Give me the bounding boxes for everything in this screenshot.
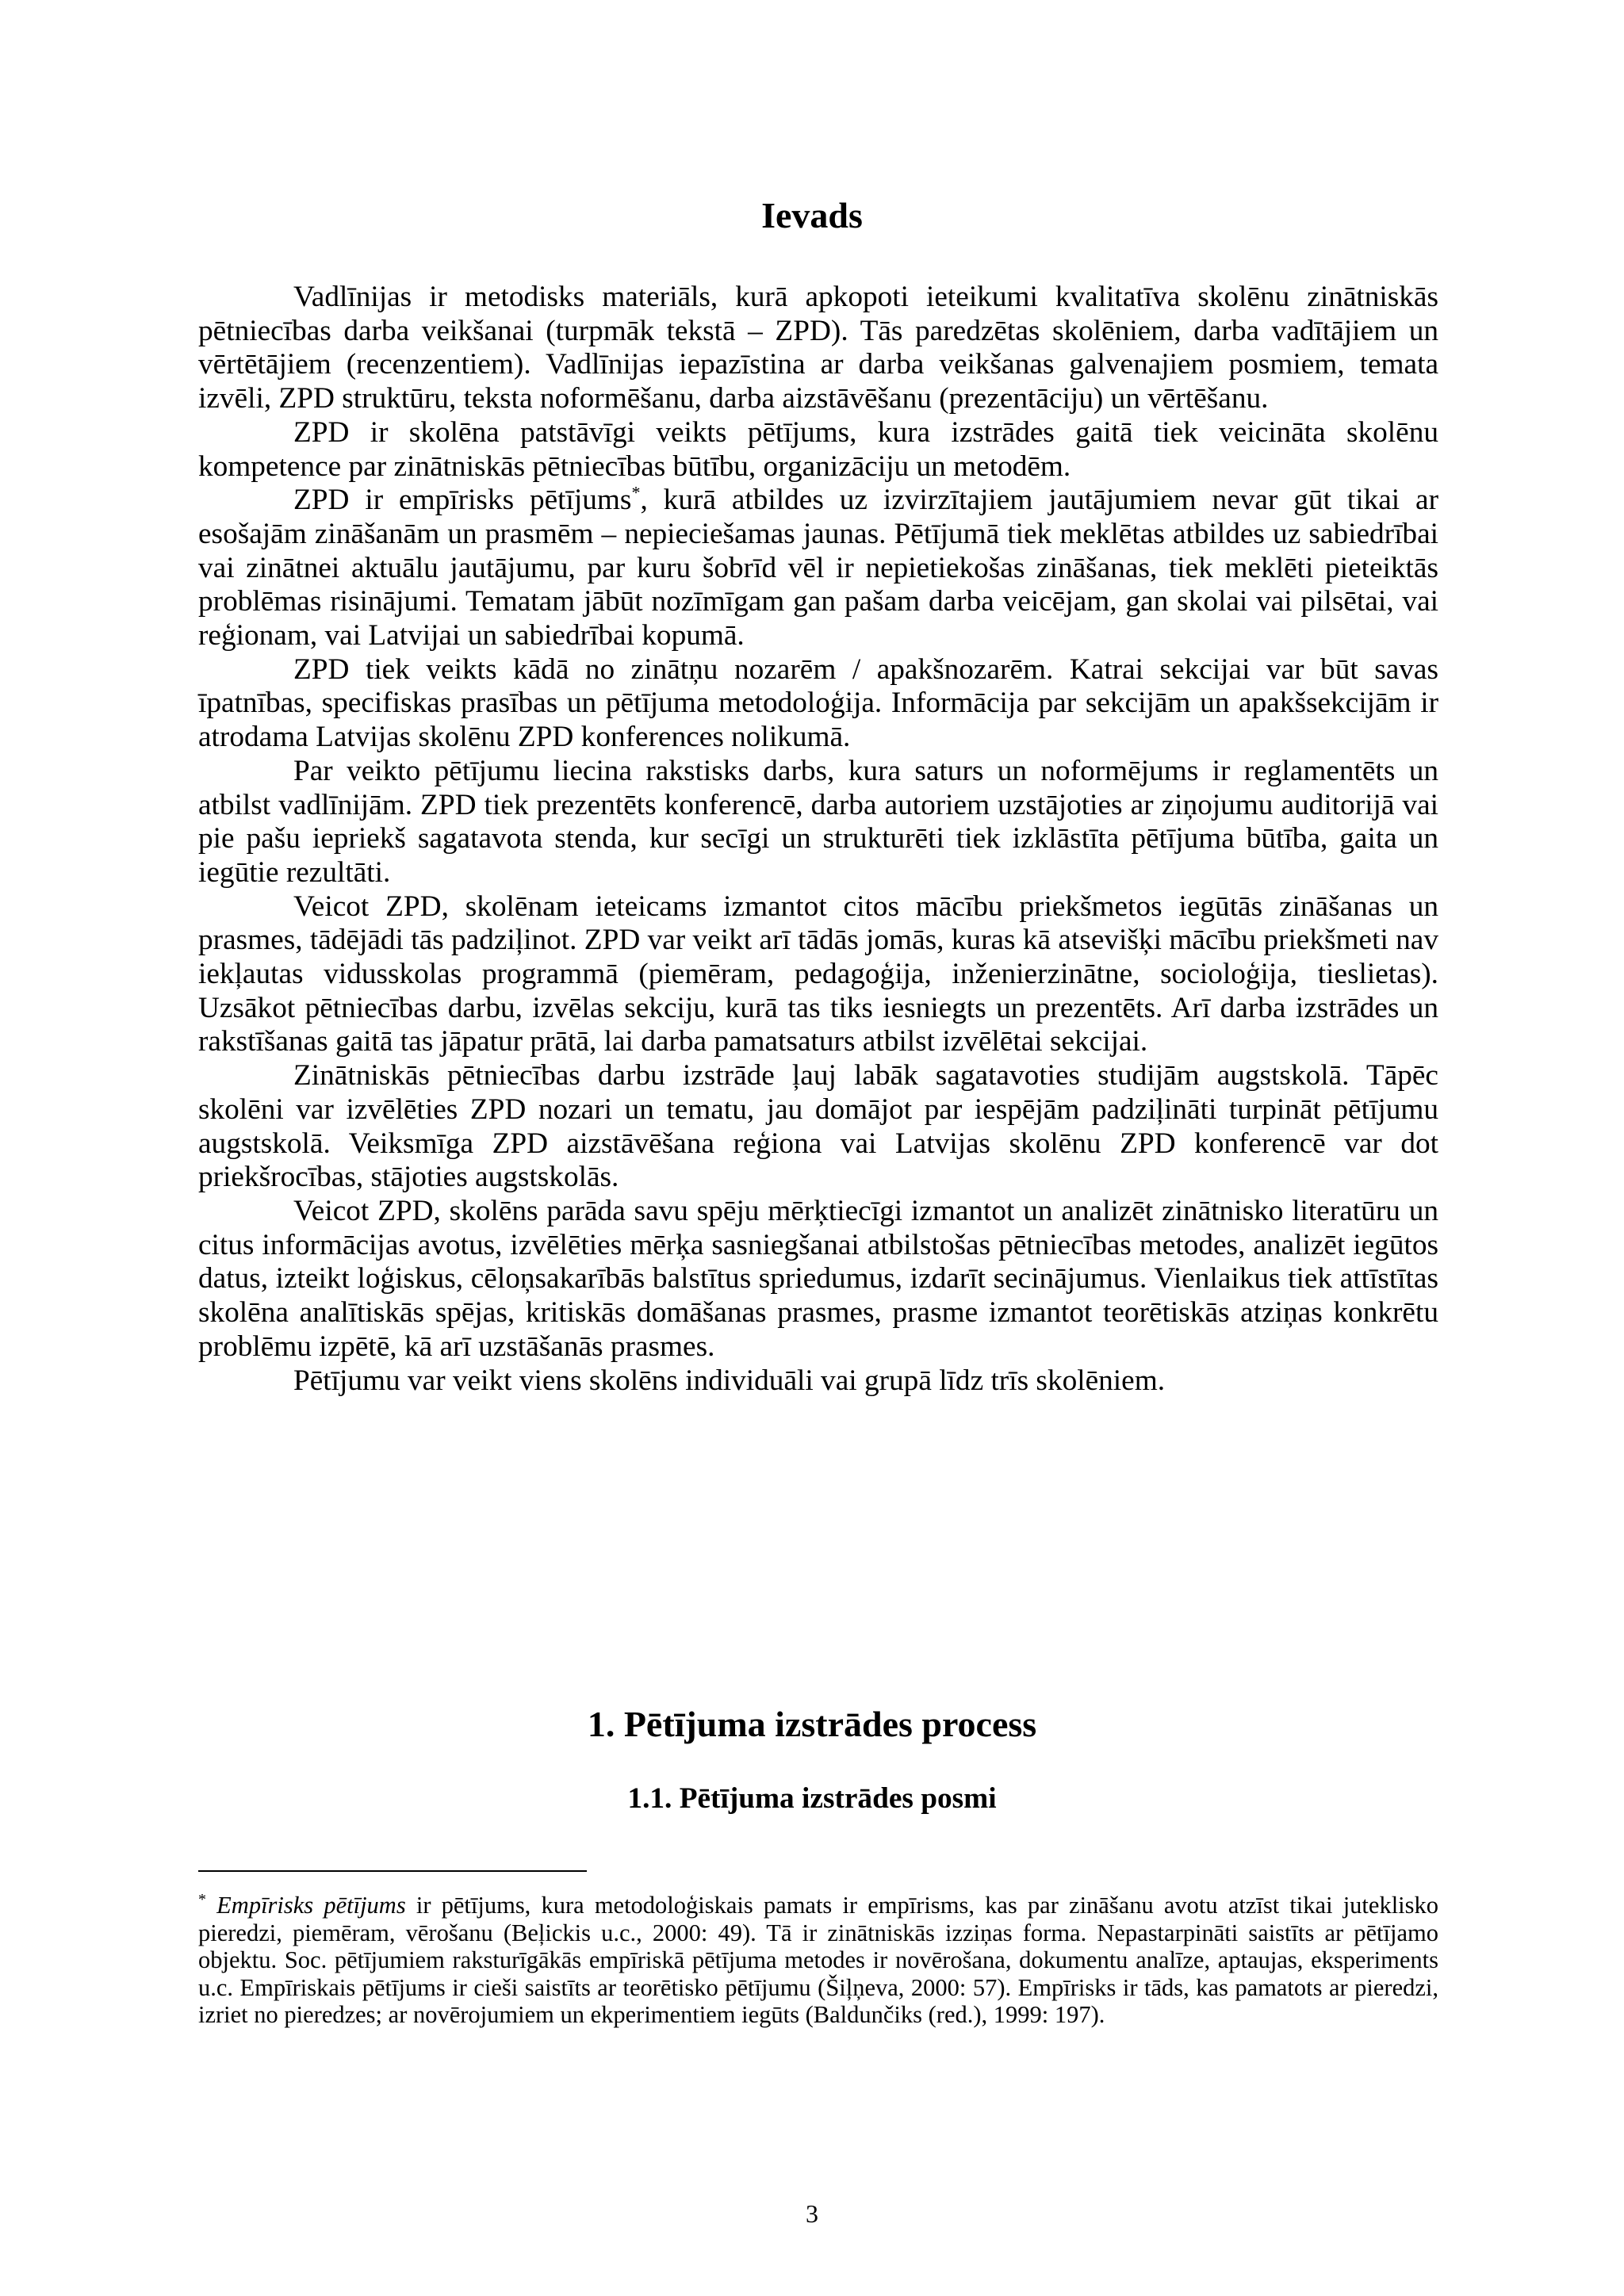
paragraph-text: , kurā atbildes uz izvirzītajiem jautājumiem nevar gūt tikai ar esošajām zināšanām un prasmēm – nepieciešamas jaunas. Pētījumā tiek meklētas atbildes uz sabiedrībai vai zinātnei aktuālu jautājumu, par kuru šobrīd vēl ir nepietiekošas zināšanas, tiek meklēti pieteiktās problēmas risinājumi. Tematam jābūt nozīmīgam gan pašam darba veicējam, gan skolai vai pilsētai, vai reģionam, vai Latvijai un sabiedrībai kopumā. [198,484,1439,652]
footnote-term: Empīrisks pētījums [216,1892,406,1919]
footnote-marker: * [198,1890,206,1908]
page-number: 3 [806,2199,818,2228]
intro-body [198,281,1438,1398]
paragraph [198,416,1438,484]
chapter-heading: 1. Pētījuma izstrādes process [587,1704,1037,1744]
page-title: Ievads [761,195,863,235]
section-heading: 1.1. Pētījuma izstrādes posmi [627,1782,997,1815]
paragraph: Pētījumu var veikt viens skolēns individuāli vai grupā līdz trīs skolēniem. [293,1364,1166,1397]
paragraph: Vadlīnijas ir metodisks materiāls, kurā apkopoti ieteikumi kvalitatīva skolēnu zinātniskās pētniecības darba veikšanai (turpmāk tekstā – ZPD). Tās paredzētas skolēniem, darba vadītājiem un vērtētājiem (recenzentiem). Vadlīnijas iepazīstina ar darba veikšanas galvenajiem posmiem, temata izvēli, ZPD struktūru, teksta noformēšanu, darba aizstāvēšanu (prezentāciju) un vērtēšanu. [198,281,1438,415]
paragraph: Veicot ZPD, skolēnam ieteicams izmantot citos mācību priekšmetos iegūtās zināšanas un prasmes, tādējādi tās padziļinot. ZPD var veikt arī tādās jomās, kuras kā atsevišķi mācību priekšmeti nav iekļautas vidusskolas programmā (piemēram, pedagoģija, inženierzinātne, socioloģija, tieslietas). Uzsākot pētniecības darbu, izvēlas sekciju, kurā tas tiks iesniegts un prezentēts. Arī darba izstrādes un rakstīšanas gaitā tas jāpatur prātā, lai darba pamatsaturs atbilst izvēlētai sekcijai. [198,890,1438,1058]
footnote-body: ir pētījums, kura metodoloģiskais pamats ir empīrisms, kas par zināšanu avotu atzīst tikai juteklisko pieredzi, piemēram, vērošanu (Beļickis u.c., 2000: 49). Tā ir zinātniskās izziņas forma. Nepastarpināti saistīts ar pētījamo objektu. Soc. pētījumiem raksturīgākās empīriskā pētījuma metodes ir novērošana, dokumentu analīze, aptaujas, eksperiments u.c. Empīriskais pētījums ir cieši saistīts ar teorētisko pētījumu (Šiļņeva, 2000: 57). Empīrisks ir tāds, kas pamatots ar pieredzi, izriet no pieredzes; ar novērojumiem un ekperimentiem iegūts (Baldunčiks (red.), 1999: 197). [198,1892,1439,2028]
paragraph-text: ZPD ir empīrisks pētījums [293,484,632,517]
footnote-marker[interactable]: * [631,482,641,503]
footnote-divider [198,1870,587,1872]
paragraph [198,484,1438,653]
paragraph: Zinātniskās pētniecības darbu izstrāde ļauj labāk sagatavoties studijām augstskolā. Tāpēc skolēni var izvēlēties ZPD nozari un tematu, jau domājot par iespējām padziļināti turpināt pētījumu augstskolā. Veiksmīga ZPD aizstāvēšana reģiona vai Latvijas skolēnu ZPD konferencē var dot priekšrocības, stājoties augstskolās. [198,1059,1438,1194]
paragraph: Par veikto pētījumu liecina rakstisks darbs, kura saturs un noformējums ir reglamentēts un atbilst vadlīnijām. ZPD tiek prezentēts konferencē, darba autoriem uzstājoties ar ziņojumu auditorijā vai pie pašu iepriekš sagatavota stenda, kur secīgi un strukturēti tiek izklāstīta pētījuma būtība, gaita un iegūtie rezultāti. [198,754,1438,889]
paragraph: ZPD tiek veikts kādā no zinātņu nozarēm / apakšnozarēm. Katrai sekcijai var būt savas īpatnības, specifiskas prasības un pētījuma metodoloģija. Informācija par sekcijām un apakšsekcijām ir atrodama Latvijas skolēnu ZPD konferences nolikumā. [198,652,1438,754]
footnote [198,1892,1438,2029]
paragraph-text: ZPD ir skolēna patstāvīgi veikts pētījums, kura izstrādes gaitā tiek veicināta skolēnu kompetence par zinātniskās pētniecības būtību, organizāciju un metodēm. [198,415,1438,483]
paragraph: Veicot ZPD, skolēns parāda savu spēju mērķtiecīgi izmantot un analizēt zinātnisko literatūru un citus informācijas avotus, izvēlēties mērķa sasniegšanai atbilstošas pētniecības metodes, analizēt iegūtos datus, izteikt loģiskus, cēloņsakarībās balstītus spriedumus, izdarīt secinājumus. Vienlaikus tiek attīstītas skolēna analītiskās spējas, kritiskās domāšanas prasmes, prasme izmantot teorētiskās atziņas konkrētu problēmu izpētē, kā arī uzstāšanās prasmes. [198,1194,1438,1363]
footnote-text [198,1892,1438,2029]
